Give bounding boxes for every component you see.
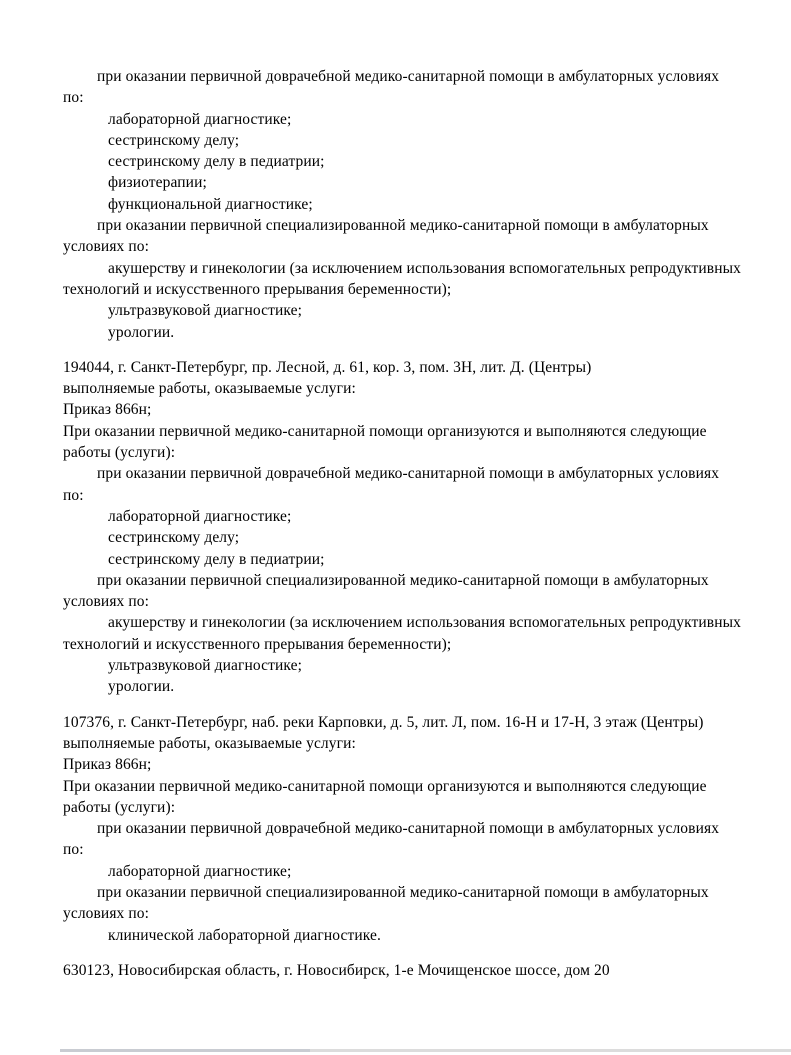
bottom-divider <box>60 1049 791 1052</box>
doc-line: ультразвуковой диагностике; <box>108 302 302 320</box>
doc-line: ультразвуковой диагностике; <box>108 657 302 675</box>
doc-line: работы (услуги): <box>63 444 176 462</box>
doc-line: лабораторной диагностике; <box>108 110 292 128</box>
doc-line: при оказании первичной доврачебной медико-санитарной помощи в амбулаторных условиях <box>97 68 720 85</box>
doc-line: выполняемые работы, оказываемые услуги: <box>63 734 356 752</box>
doc-line: урологии. <box>108 678 175 696</box>
doc-line: по: <box>63 89 84 107</box>
doc-line: лабораторной диагностике; <box>108 862 292 880</box>
doc-line: при оказании первичной специализированной медико-санитарной помощи в амбулаторных <box>97 217 709 235</box>
doc-line: акушерству и гинекологии (за исключением использования вспомогательных репродуктивных <box>108 614 741 632</box>
doc-line: при оказании первичной специализированной медико-санитарной помощи в амбулаторных <box>97 883 709 901</box>
doc-line: условиях по: <box>63 238 150 256</box>
doc-line: функциональной диагностике; <box>108 195 313 213</box>
doc-line: при оказании первичной доврачебной медико-санитарной помощи в амбулаторных условиях <box>97 465 720 483</box>
doc-line: акушерству и гинекологии (за исключением использования вспомогательных репродуктивных <box>108 259 741 277</box>
doc-line: сестринскому делу в педиатрии; <box>108 550 325 568</box>
doc-line: по: <box>63 486 84 504</box>
doc-line: работы (услуги): <box>63 798 176 816</box>
doc-line: условиях по: <box>63 905 150 923</box>
doc-line: технологий и искусственного прерывания беременности); <box>63 280 452 298</box>
doc-line: сестринскому делу; <box>108 131 240 149</box>
doc-line: технологий и искусственного прерывания беременности); <box>63 635 452 653</box>
doc-line: 630123, Новосибирская область, г. Новосибирск, 1-е Мочищенское шоссе, дом 20 <box>63 961 610 979</box>
doc-line: 194044, г. Санкт-Петербург, пр. Лесной, д. 61, кор. 3, пом. 3Н, лит. Д. (Центры) <box>63 358 592 376</box>
doc-line: при оказании первичной специализированной медико-санитарной помощи в амбулаторных <box>97 571 709 589</box>
blank-line <box>63 946 751 960</box>
doc-line: сестринскому делу в педиатрии; <box>108 153 325 171</box>
document-text-block <box>63 66 751 981</box>
doc-line: условиях по: <box>63 593 150 611</box>
doc-line: Приказ 866н; <box>63 756 152 774</box>
doc-line: физиотерапии; <box>108 174 207 192</box>
doc-line: При оказании первичной медико-санитарной помощи организуются и выполняются следующие <box>63 777 707 795</box>
doc-line: При оказании первичной медико-санитарной помощи организуются и выполняются следующие <box>63 422 707 440</box>
doc-line: по: <box>63 841 84 859</box>
doc-line: клинической лабораторной диагностике. <box>108 926 381 944</box>
doc-line: при оказании первичной доврачебной медико-санитарной помощи в амбулаторных условиях <box>97 820 720 838</box>
doc-line: 107376, г. Санкт-Петербург, наб. реки Карповки, д. 5, лит. Л, пом. 16-Н и 17-Н, 3 этаж (Центры) <box>63 713 704 731</box>
doc-line: сестринскому делу; <box>108 529 240 547</box>
doc-line: урологии. <box>108 323 175 341</box>
bottom-divider-accent <box>60 1049 310 1052</box>
doc-line: лабораторной диагностике; <box>108 507 292 525</box>
blank-line <box>63 698 751 712</box>
blank-line <box>63 343 751 357</box>
doc-line: Приказ 866н; <box>63 401 152 419</box>
doc-line: выполняемые работы, оказываемые услуги: <box>63 380 356 398</box>
